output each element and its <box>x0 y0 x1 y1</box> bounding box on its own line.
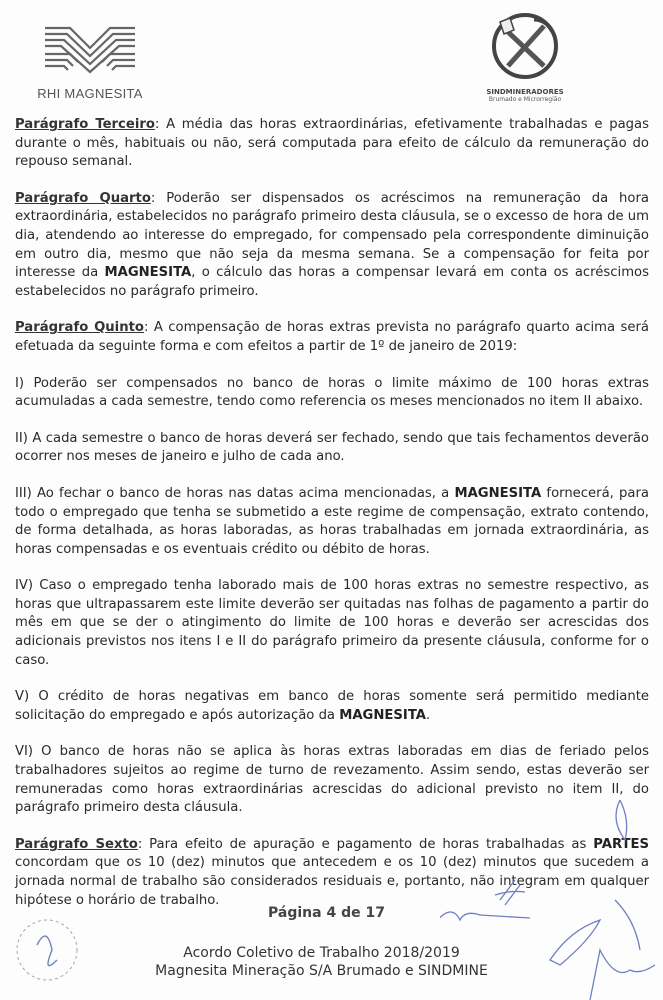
rhi-logo-text: RHI MAGNESITA <box>37 86 143 101</box>
paragraph-text: : A compensação de horas extras prevista no parágrafo quarto acima será efetuada da seguinte forma e com efeitos a partir de 1º de janeiro de 2019: <box>15 320 649 354</box>
footer-line-1: Acordo Coletivo de Trabalho 2018/2019 <box>183 945 460 961</box>
paragraph-text-tail: fornecerá, para todo o empregado que tenha se submetido a este regime de compensação, extrato contendo, de forma detalhada, as horas laboradas, as horas trabalhadas em jornada extraordinária, as horas compensadas e os eventuais crédito ou débito de horas. <box>15 485 650 557</box>
paragraph-label: Parágrafo Quarto <box>15 190 151 206</box>
paragraph-label: Parágrafo Sexto <box>15 836 138 852</box>
paragraph-text-tail: , o cálculo das horas a compensar levará em conta os acréscimos estabelecidos no parágrafo primeiro. <box>15 265 649 299</box>
paragraph-text: : A média das horas extraordinárias, efetivamente trabalhadas e pagas durante o mês, habituais ou não, será computada para efeito de cálculo da remuneração do repouso semanal. <box>15 117 649 170</box>
paragraph <box>15 375 649 412</box>
bold-term: MAGNESITA <box>339 707 426 723</box>
paragraph <box>15 485 649 559</box>
paragraph-text: : Poderão ser dispensados os acréscimos na remuneração da hora extraordinária, estabelecidos no parágrafo primeiro desta cláusula, se o excesso de hora de um dia, atendendo ao interesse do empregado, for compensado pela correspondente diminuição em outro dia, mesmo que não seja da mesma semana. Se a compensação for feita por interesse da <box>15 190 649 281</box>
paragraph <box>15 319 649 356</box>
paragraph-text: IV) Caso o empregado tenha laborado mais de 100 horas extras no semestre respectivo, as horas que ultrapassarem este limite deverão ser quitadas nas folhas de pagamento a partir do mês em que se der o atingimento do limite de 100 horas e deverão ser acrescidas dos adicionais previstos nos itens I e II do parágrafo primeiro da presente cláusula, conforme for o caso. <box>15 578 649 668</box>
bold-term: PARTES <box>593 836 650 852</box>
paragraph <box>15 116 649 172</box>
paragraph-label: Parágrafo Quinto <box>15 320 144 336</box>
paragraph-text-tail: . <box>426 707 431 723</box>
paragraph-text: VI) O banco de horas não se aplica às horas extras laboradas em dias de feriado pelos trabalhadores sujeitos ao regime de turno de revezamento. Assim sendo, estas deverão ser remuneradas como horas extraordinárias acrescidas do adicional previsto no item II, do parágrafo primeiro desta cláusula. <box>15 744 649 816</box>
pick-shovel-icon <box>490 8 560 84</box>
paragraph <box>15 430 649 467</box>
rhi-magnesita-logo <box>30 20 150 101</box>
paragraph <box>15 190 649 302</box>
sind-logo-name: SINDMINERADORES <box>486 88 564 96</box>
bold-term: MAGNESITA <box>454 485 542 501</box>
sind-logo-subtitle: Brumado e Microrregião <box>488 96 562 103</box>
document-footer <box>0 944 653 980</box>
rhi-logo-icon <box>40 20 140 80</box>
paragraph-text: V) O crédito de horas negativas em banco de horas somente será permitido mediante solicitação do empregado e após autorização da <box>15 689 649 723</box>
paragraph <box>15 577 649 670</box>
paragraph-text: : Para efeito de apuração e pagamento de horas trabalhadas as <box>137 836 594 852</box>
paragraph-text: I) Poderão ser compensados no banco de horas o limite máximo de 100 horas extras acumuladas a cada semestre, tendo como referencia os meses mencionados no item II abaixo. <box>15 375 649 410</box>
sindmineradores-logo <box>470 8 580 103</box>
footer-line-2: Magnesita Mineração S/A Brumado e SINDMINE <box>155 963 488 979</box>
bold-term: MAGNESITA <box>104 265 192 281</box>
paragraph <box>15 688 649 725</box>
paragraph-text: III) Ao fechar o banco de horas nas datas acima mencionadas, a <box>15 485 455 501</box>
paragraph-label: Parágrafo Terceiro <box>15 117 155 132</box>
paragraph-text-tail: concordam que os 10 (dez) minutos que antecedem e os 10 (dez) minutos que sucedem a jornada normal de trabalho são considerados residuais e, portanto, não integram em qualquer hipótese o horário de trabalho. <box>15 855 649 908</box>
page-number: Página 4 de 17 <box>268 905 385 921</box>
paragraph-text: II) A cada semestre o banco de horas deverá ser fechado, sendo que tais fechamentos deverão ocorrer nos meses de janeiro e julho de cada ano. <box>15 430 649 465</box>
